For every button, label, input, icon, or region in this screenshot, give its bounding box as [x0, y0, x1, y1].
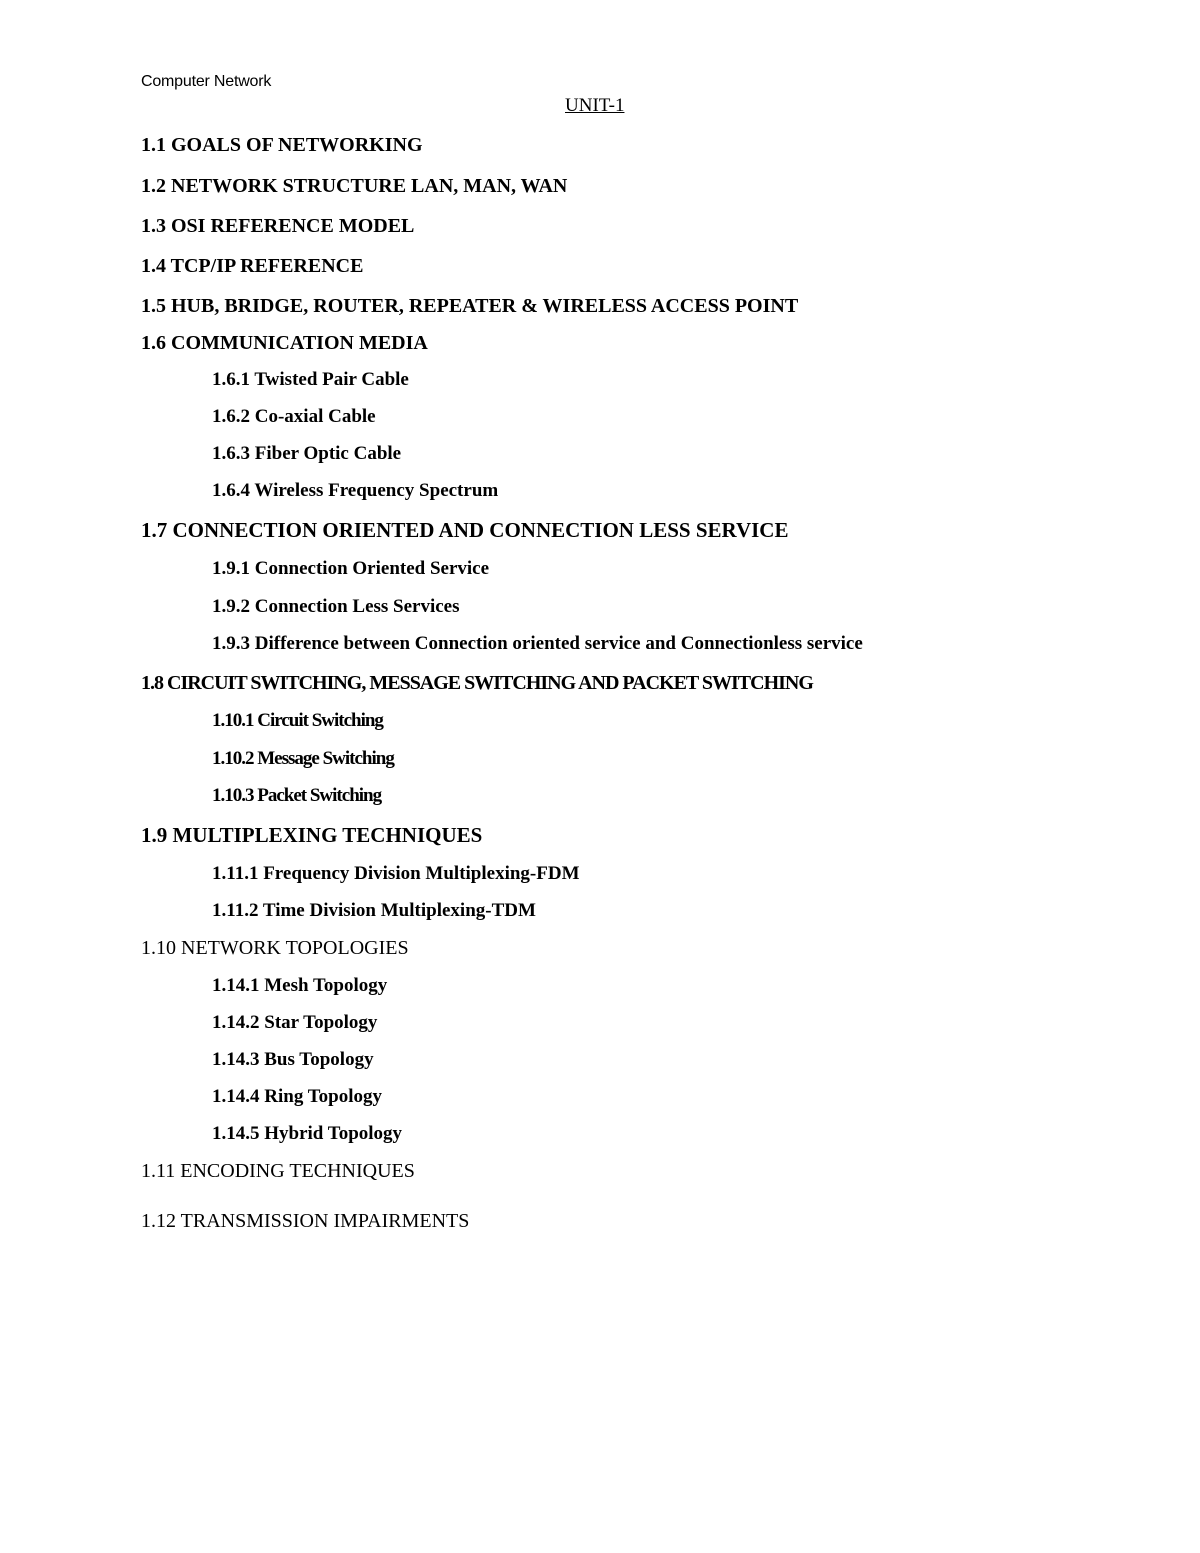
toc-entry-1-6: 1.6 COMMUNICATION MEDIA [141, 332, 428, 354]
toc-subentry-1-6-4: 1.6.4 Wireless Frequency Spectrum [212, 480, 499, 501]
toc-subentry-1-14-4: 1.14.4 Ring Topology [212, 1086, 382, 1107]
running-header: Computer Network [141, 73, 272, 90]
toc-entry-1-2: 1.2 NETWORK STRUCTURE LAN, MAN, WAN [141, 175, 568, 197]
toc-subentry-1-11-2: 1.11.2 Time Division Multiplexing-TDM [212, 900, 536, 921]
toc-entry-1-4: 1.4 TCP/IP REFERENCE [141, 255, 364, 277]
toc-entry-1-1: 1.1 GOALS OF NETWORKING [141, 134, 423, 156]
toc-subentry-1-9-1: 1.9.1 Connection Oriented Service [212, 558, 490, 579]
toc-subentry-1-6-1: 1.6.1 Twisted Pair Cable [212, 369, 409, 390]
toc-subentry-1-6-2: 1.6.2 Co-axial Cable [212, 406, 376, 427]
toc-entry-1-11: 1.11 ENCODING TECHNIQUES [141, 1160, 415, 1182]
toc-subentry-1-6-3: 1.6.3 Fiber Optic Cable [212, 443, 402, 464]
toc-subentry-1-10-1: 1.10.1 Circuit Switching [212, 710, 383, 731]
toc-entry-1-3: 1.3 OSI REFERENCE MODEL [141, 215, 415, 237]
toc-subentry-1-14-5: 1.14.5 Hybrid Topology [212, 1123, 403, 1144]
toc-entry-1-9: 1.9 MULTIPLEXING TECHNIQUES [141, 823, 483, 847]
toc-entry-1-10: 1.10 NETWORK TOPOLOGIES [141, 937, 409, 959]
toc-subentry-1-9-2: 1.9.2 Connection Less Services [212, 596, 460, 617]
toc-subentry-1-14-1: 1.14.1 Mesh Topology [212, 975, 388, 996]
toc-entry-1-7: 1.7 CONNECTION ORIENTED AND CONNECTION LESS SERVICE [141, 518, 789, 542]
toc-subentry-1-10-3: 1.10.3 Packet Switching [212, 785, 382, 806]
toc-entry-1-5: 1.5 HUB, BRIDGE, ROUTER, REPEATER & WIRELESS ACCESS POINT [141, 295, 799, 317]
toc-subentry-1-9-3: 1.9.3 Difference between Connection oriented service and Connectionless service [212, 633, 863, 654]
toc-subentry-1-10-2: 1.10.2 Message Switching [212, 748, 394, 769]
toc-entry-1-8: 1.8 CIRCUIT SWITCHING, MESSAGE SWITCHING AND PACKET SWITCHING [141, 672, 813, 694]
unit-title: UNIT-1 [565, 95, 625, 116]
toc-subentry-1-14-3: 1.14.3 Bus Topology [212, 1049, 374, 1070]
toc-subentry-1-14-2: 1.14.2 Star Topology [212, 1012, 378, 1033]
toc-entry-1-12: 1.12 TRANSMISSION IMPAIRMENTS [141, 1210, 470, 1232]
toc-subentry-1-11-1: 1.11.1 Frequency Division Multiplexing-FDM [212, 863, 580, 884]
